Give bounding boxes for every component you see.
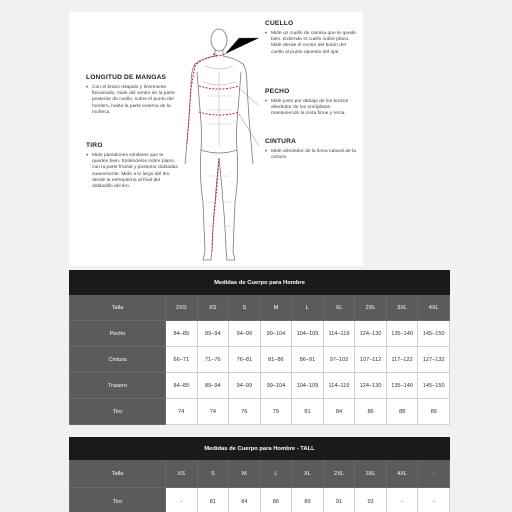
table-cell: 93 [355,488,387,512]
table-cell: 89–94 [197,373,229,399]
table-cell: 84 [229,488,261,512]
guide-cuello-title: CUELLO [265,20,294,27]
table-cell: - [418,488,450,512]
table-cell: 127–132 [418,347,450,373]
table-row [70,295,450,321]
size-header-cell: S [197,460,229,488]
table-cell: 91 [323,488,355,512]
size-table-men [69,270,450,425]
table-cell: 94–99 [229,373,261,399]
size-header-cell: 2XS [166,295,198,321]
guide-cintura-text: • Mide alrededor de la línea natural de la cintura. [265,149,357,161]
table-cell: 86–91 [292,347,324,373]
guide-cintura [265,138,357,161]
measurement-figure-panel [69,12,363,266]
table-cell: 89 [292,488,324,512]
row-label: Cintura [70,347,166,373]
table-cell: 94–99 [229,321,261,347]
table-cell: 135–140 [386,321,418,347]
table-cell: 97–102 [323,347,355,373]
table-cell: 145–150 [418,373,450,399]
size-header-cell: 3XL [386,295,418,321]
table-cell: 66–71 [166,347,198,373]
guide-tiro [86,142,180,190]
table-cell: 99–104 [260,373,292,399]
table-cell: 84–89 [166,321,198,347]
guide-mangas [86,74,180,116]
size-header-cell: L [292,295,324,321]
table-cell: 76 [229,399,261,425]
table-cell: 88 [386,399,418,425]
table-cell: 86 [260,488,292,512]
row-label: Tiro [70,488,166,512]
row-label: Tiro [70,399,166,425]
table-cell: 74 [197,399,229,425]
table-cell: - [166,488,198,512]
size-header-cell: 4XL [418,295,450,321]
table-cell: 107–112 [355,347,387,373]
table-cell: 104–109 [292,321,324,347]
table-cell: 81–86 [260,347,292,373]
row-label: Talla [70,460,166,488]
size-header-cell: XS [197,295,229,321]
table-cell: 84–89 [166,373,198,399]
table-cell: 124–130 [355,321,387,347]
table-cell: 89–94 [197,321,229,347]
size-header-cell: 4XL [386,460,418,488]
table-row [70,347,450,373]
size-header-cell: M [229,460,261,488]
size-table-men-body [70,295,450,425]
size-header-cell: XL [323,295,355,321]
table-row [70,321,450,347]
guide-cuello-text: • Mide un cuello de camisa que te quede bien. Extiende el cuello sobre plano. Mide desde el centro del botón del cuello al punto opuesto del ojal. [265,31,357,56]
table-cell: 74 [166,399,198,425]
row-label: Talla [70,295,166,321]
table-cell: 76–81 [229,347,261,373]
guide-pecho [265,88,357,118]
body-outline-figure [179,26,259,266]
table-row [70,373,450,399]
guide-cuello [265,20,357,56]
guide-tiro-title: TIRO [86,142,103,149]
size-table-tall-body [70,460,450,512]
size-header-cell: 2XL [355,295,387,321]
table-cell: - [386,488,418,512]
size-header-cell: L [260,460,292,488]
table-row [70,399,450,425]
table-cell: 117–122 [386,347,418,373]
guide-tiro-text: • Mide pantalones similares que te queden bien. Extiéndelos sobre plano, con la parte frontal y posterior dobladas suavemente. Mide a lo largo del tiro desde la entrepierna al final del dobladillo del tiro. [86,153,180,190]
table-cell: 81 [197,488,229,512]
size-header-cell: M [260,295,292,321]
size-header-cell: S [229,295,261,321]
table-cell: 99–104 [260,321,292,347]
table-cell: 84 [323,399,355,425]
table-cell: 145–150 [418,321,450,347]
size-header-cell: 2XL [323,460,355,488]
row-label: Pecho [70,321,166,347]
table-cell: 86 [355,399,387,425]
guide-pecho-text: • Mide justo por debajo de los brazos alrededor de los omóplatos manteniendo la cinta firme y recta. [265,99,357,118]
table-cell: 114–119 [323,373,355,399]
size-table-men-tall [69,437,450,512]
size-header-cell: 3XL [355,460,387,488]
size-table-tall-title: Medidas de Cuerpo para Hombre - TALL [70,438,450,460]
table-cell: 114–119 [323,321,355,347]
size-header-cell: XL [292,460,324,488]
table-cell: 81 [292,399,324,425]
table-cell: 104–109 [292,373,324,399]
table-cell: 71–76 [197,347,229,373]
size-header-cell: - [418,460,450,488]
guide-mangas-text: • Con el brazo relajado y levemente flexionado, mide del centro de la parte posterior de cuello, sobre el punto del hombro, hasta la parte externa de la muñeca. [86,85,180,116]
guide-cintura-title: CINTURA [265,138,297,145]
table-cell: 135–140 [386,373,418,399]
guide-mangas-title: LONGITUD DE MANGAS [86,74,167,81]
size-table-men-title: Medidas de Cuerpo para Hombre [70,271,450,295]
row-label: Trasero [70,373,166,399]
table-row [70,460,450,488]
table-cell: 89 [418,399,450,425]
size-header-cell: XS [166,460,198,488]
guide-pecho-title: PECHO [265,88,290,95]
table-cell: 124–130 [355,373,387,399]
table-row [70,488,450,512]
table-cell: 79 [260,399,292,425]
